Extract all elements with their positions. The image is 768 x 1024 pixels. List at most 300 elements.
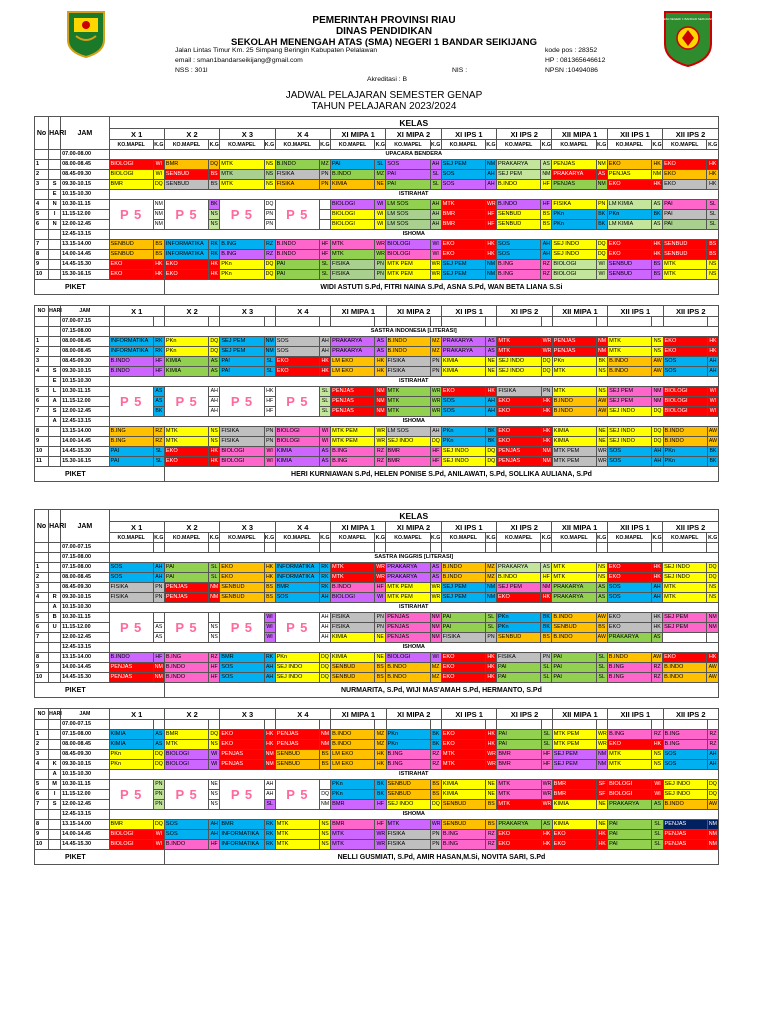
subject-cell: PRAKARYA	[386, 563, 430, 573]
empty-cell	[320, 720, 331, 730]
teacher-code-cell: RZ	[430, 760, 441, 770]
teacher-code-cell: HK	[652, 740, 663, 750]
subject-cell: PENJAS	[386, 613, 430, 623]
teacher-code-cell: NS	[652, 337, 663, 347]
subject-cell: SENBUD	[552, 623, 596, 633]
teacher-code-cell: HK	[652, 250, 663, 260]
teacher-code-cell: DQ	[652, 437, 663, 447]
teacher-code-cell: AH	[486, 397, 497, 407]
period-number: 6	[35, 397, 49, 407]
class-header: X 3	[220, 306, 275, 317]
period-number: 7	[35, 407, 49, 417]
teacher-code-cell: NM	[485, 270, 496, 280]
day-letter	[49, 583, 61, 593]
subject-cell: PAI	[608, 830, 652, 840]
teacher-code-cell: RZ	[430, 750, 441, 760]
subject-cell: BMR	[164, 730, 208, 740]
p5-project-cell: P 5	[275, 200, 319, 230]
subject-cell: MTK PEM	[386, 270, 430, 280]
kg-header: K.G	[541, 534, 551, 541]
teacher-code-cell: AS	[209, 367, 220, 377]
teacher-code-cell: NM	[707, 613, 719, 623]
header-no: No	[35, 117, 49, 150]
subject-cell: PENJAS	[331, 397, 375, 407]
teacher-code-cell: NE	[597, 800, 608, 810]
subject-cell: EKO	[220, 730, 264, 740]
teacher-code-cell: RK	[209, 250, 220, 260]
empty-cell	[497, 720, 541, 730]
empty-cell	[597, 317, 608, 327]
teacher-code-cell: WR	[430, 260, 441, 270]
teacher-code-cell: BS	[153, 250, 164, 260]
schedule-row	[35, 190, 719, 200]
subject-cell: EKO	[441, 240, 485, 250]
subject-cell: SEJ INDO	[386, 800, 430, 810]
subject-cell: FISIKA	[330, 623, 374, 633]
time-slot: 11.15-12.00	[61, 623, 109, 633]
subject-cell: SEJ PEM	[441, 593, 485, 603]
day-letter	[49, 663, 61, 673]
teacher-code-cell: NM	[596, 160, 607, 170]
teacher-code-cell: SF	[597, 780, 608, 790]
teacher-code-cell: HK	[375, 760, 386, 770]
subject-cell: LM EKO	[331, 750, 375, 760]
teacher-code-cell: HK	[375, 367, 386, 377]
subject-cell: PKn	[663, 457, 707, 467]
subject-cell: SENBUD	[386, 780, 430, 790]
class-header: X 3	[220, 522, 275, 533]
teacher-code-cell: WR	[597, 457, 608, 467]
subject-cell: SENBUD	[330, 663, 374, 673]
teacher-code-cell: SL	[707, 220, 719, 230]
class-header: XII IPS 1	[607, 129, 662, 140]
teacher-code-cell: DQ	[430, 437, 441, 447]
subject-cell: LM SOS	[386, 200, 430, 210]
teacher-code-cell: BS	[707, 240, 719, 250]
subject-cell: EKO	[497, 437, 541, 447]
day-letter: E	[49, 377, 61, 387]
subject-cell: SOS	[164, 830, 208, 840]
subject-cell: BIOLOGI	[663, 387, 707, 397]
teacher-code-cell: AH	[319, 593, 330, 603]
teacher-code-cell: SL	[319, 270, 330, 280]
p5-kg-cell: NS	[209, 220, 220, 230]
period-number: 9	[35, 260, 49, 270]
schedule-tables	[34, 116, 719, 865]
empty-cell	[386, 543, 430, 553]
teacher-code-cell: PN	[541, 653, 552, 663]
subject-cell: PENJAS	[109, 673, 153, 683]
empty-cell	[264, 543, 275, 553]
teacher-code-cell: BK	[652, 210, 663, 220]
subject-cell: KIMIA	[441, 780, 485, 790]
time-slot: 10.15-10.30	[61, 603, 109, 613]
teacher-code-cell: NS	[264, 160, 275, 170]
subject-cell: KIMIA	[275, 447, 319, 457]
day-letter	[49, 250, 61, 260]
teacher-code-cell: RK	[264, 653, 275, 663]
period-number: 8	[35, 653, 49, 663]
subject-cell: EKO	[497, 593, 541, 603]
teacher-code-cell: HF	[153, 357, 164, 367]
komapel-header: KO.MAPEL	[164, 533, 208, 543]
teacher-code-cell: AS	[375, 347, 386, 357]
teacher-code-cell: SL	[209, 573, 220, 583]
day-letter	[49, 230, 61, 240]
subject-cell: PENJAS	[663, 840, 707, 850]
schedule-row	[35, 427, 719, 437]
schedule-row	[35, 593, 719, 603]
komapel-header: KO.MAPEL	[220, 533, 264, 543]
p5-kg-cell: HK	[264, 387, 275, 397]
teacher-code-cell: PN	[430, 357, 441, 367]
period-number: 1	[35, 337, 49, 347]
accreditation: Akreditasi : B	[367, 76, 408, 83]
teacher-code-cell: NE	[597, 437, 608, 447]
teacher-code-cell: DQ	[707, 790, 718, 800]
period-number: 1	[35, 563, 49, 573]
subject-cell: SEJ INDO	[608, 407, 652, 417]
teacher-code-cell: DQ	[264, 260, 275, 270]
empty-cell	[109, 543, 153, 553]
day-letter	[49, 270, 61, 280]
teacher-code-cell: HK	[541, 397, 552, 407]
schedule-row	[35, 170, 719, 180]
subject-cell: FISIKA	[386, 840, 430, 850]
subject-cell: LM SOS	[386, 427, 430, 437]
teacher-code-cell: BS	[541, 210, 552, 220]
subject-cell: MTK	[497, 800, 541, 810]
komapel-header: KO.MAPEL	[552, 140, 596, 150]
subject-cell: PAI	[663, 210, 707, 220]
subject-cell: SOS	[497, 250, 541, 260]
teacher-code-cell: NS	[209, 740, 220, 750]
subject-cell: BIOLOGI	[663, 397, 707, 407]
header-no: NO	[35, 709, 49, 720]
teacher-code-cell: AW	[596, 633, 607, 643]
teacher-code-cell: WR	[541, 800, 552, 810]
teacher-code-cell: HK	[597, 840, 608, 850]
teacher-code-cell: WR	[486, 750, 497, 760]
subject-cell: B.INDO	[109, 653, 153, 663]
empty-cell	[153, 720, 164, 730]
teacher-code-cell: RZ	[541, 260, 552, 270]
teacher-code-cell: HK	[597, 830, 608, 840]
p5-kg-cell: WI	[264, 613, 275, 623]
subject-cell: PAI	[164, 573, 208, 583]
teacher-code-cell: HF	[430, 447, 441, 457]
schedule-row	[35, 573, 719, 583]
p5-kg-cell: AH	[209, 397, 220, 407]
empty-cell	[663, 317, 707, 327]
p5-kg-cell	[320, 780, 331, 790]
teacher-code-cell: WI	[430, 653, 441, 663]
subject-cell: MTK	[663, 260, 707, 270]
subject-cell: SEJ INDO	[663, 790, 707, 800]
teacher-code-cell: AH	[486, 407, 497, 417]
subject-cell: BMR	[552, 780, 596, 790]
subject-cell: FISIKA	[109, 583, 153, 593]
kg-header: K.G	[708, 141, 718, 148]
teacher-code-cell: PN	[319, 170, 330, 180]
empty-cell	[220, 720, 264, 730]
subject-cell: PENJAS	[663, 820, 707, 830]
subject-cell: SOS	[109, 563, 153, 573]
time-slot: 09.30-10.15	[61, 760, 109, 770]
phone-number: HP : 081365646612	[545, 57, 606, 64]
subject-cell: EKO	[607, 613, 651, 623]
teacher-code-cell: NE	[486, 367, 497, 377]
subject-cell: B.INDO	[552, 407, 596, 417]
period-number: 7	[35, 240, 49, 250]
teacher-code-cell: WR	[541, 780, 552, 790]
subject-cell: FISIKA	[220, 427, 264, 437]
period-number	[35, 230, 49, 240]
subject-cell: FISIKA	[497, 387, 541, 397]
subject-cell: SENBUD	[663, 250, 707, 260]
period-number: 5	[35, 780, 49, 790]
class-header: XI IPS 1	[441, 129, 496, 140]
subject-cell: EKO	[608, 740, 652, 750]
subject-cell: SENBUD	[109, 240, 153, 250]
class-header: XII IPS 1	[607, 522, 662, 533]
subject-cell: FISIKA	[552, 200, 596, 210]
teacher-code-cell: PN	[541, 387, 552, 397]
class-header: XI MIPA 2	[386, 129, 441, 140]
subject-cell: BMR	[331, 800, 375, 810]
time-slot: 15.30-16.15	[61, 457, 109, 467]
time-slot: 14.45-15.30	[61, 260, 109, 270]
teacher-code-cell: WR	[375, 563, 386, 573]
empty-cell	[331, 317, 375, 327]
empty-cell	[319, 543, 330, 553]
teacher-code-cell: HF	[541, 750, 552, 760]
subject-cell: PKn	[552, 210, 596, 220]
school-nis: NIS :	[452, 67, 468, 74]
p5-project-cell: P 5	[220, 200, 264, 230]
school-address: Jalan Lintas Timur Km. 25 Simpang Beringin Kabupaten Pelalawan	[175, 47, 378, 54]
teacher-code-cell: PN	[485, 633, 496, 643]
teacher-code-cell: WR	[597, 730, 608, 740]
subject-cell: PKn	[331, 790, 375, 800]
schedule-row	[35, 840, 719, 850]
teacher-code-cell: WR	[485, 200, 496, 210]
teacher-code-cell: NM	[541, 457, 552, 467]
subject-cell: BMR	[109, 820, 153, 830]
day-letter: U	[49, 623, 61, 633]
schedule-row	[35, 457, 719, 467]
teacher-code-cell: MZ	[430, 663, 441, 673]
day-letter	[49, 447, 61, 457]
p5-kg-cell: AH	[319, 623, 330, 633]
subject-cell: B.INDO	[663, 437, 707, 447]
teacher-code-cell: BS	[375, 663, 386, 673]
subject-cell: BIOLOGI	[552, 260, 596, 270]
class-header: XI IPS 1	[441, 522, 496, 533]
teacher-code-cell: MZ	[485, 573, 496, 583]
subject-cell: SOS	[220, 673, 264, 683]
teacher-code-cell: AW	[652, 357, 663, 367]
p5-kg-cell: AS	[153, 387, 164, 397]
teacher-code-cell: NS	[596, 563, 607, 573]
teacher-code-cell: HF	[541, 760, 552, 770]
empty-cell	[663, 543, 707, 553]
subject-cell: SOS	[275, 347, 319, 357]
day-letter	[49, 160, 61, 170]
school-logo	[663, 10, 713, 73]
schedule-row	[35, 663, 719, 673]
subject-cell: PRAKARYA	[552, 593, 596, 603]
teacher-code-cell: NM	[375, 407, 386, 417]
subject-cell: SENBUD	[275, 760, 319, 770]
subject-cell: MTK	[552, 367, 596, 377]
teacher-code-cell: BS	[430, 780, 441, 790]
schedule-row	[35, 720, 719, 730]
subject-cell: B.INDO	[164, 663, 208, 673]
period-number: 4	[35, 760, 49, 770]
teacher-code-cell: HK	[652, 240, 663, 250]
teacher-code-cell: WR	[430, 387, 441, 397]
subject-cell: SOS	[441, 170, 485, 180]
teacher-code-cell: WR	[430, 593, 441, 603]
komapel-header: KO.MAPEL	[663, 140, 707, 150]
day-letter: B	[49, 613, 61, 623]
subject-cell: PENJAS	[331, 387, 375, 397]
kg-header: K.G	[154, 534, 164, 541]
teacher-code-cell: HK	[264, 563, 275, 573]
teacher-code-cell: HF	[541, 180, 552, 190]
subject-cell: SOS	[441, 397, 485, 407]
teacher-code-cell: NS	[707, 260, 719, 270]
day-letter	[49, 820, 61, 830]
subject-cell: B.INDO	[164, 673, 208, 683]
kg-header: K.G	[486, 141, 496, 148]
subject-cell: PAI	[275, 270, 319, 280]
teacher-code-cell: NS	[652, 750, 663, 760]
header-jam: JAM	[61, 709, 109, 720]
teacher-code-cell: AW	[597, 407, 608, 417]
subject-cell: EKO	[607, 623, 651, 633]
p5-kg-cell: NS	[209, 633, 220, 643]
empty-cell	[153, 317, 164, 327]
teacher-code-cell: HK	[707, 337, 718, 347]
teacher-code-cell: WI	[707, 407, 718, 417]
teacher-code-cell: AS	[652, 200, 663, 210]
subject-cell: MTK	[275, 840, 319, 850]
schedule-row	[35, 603, 719, 613]
subject-cell: PKn	[331, 780, 375, 790]
subject-cell: LM EKO	[331, 357, 375, 367]
subject-cell: BMR	[220, 820, 264, 830]
period-number: 1	[35, 730, 49, 740]
teacher-code-cell: BS	[209, 170, 220, 180]
teacher-code-cell: DQ	[319, 663, 330, 673]
p5-kg-cell: PN	[153, 790, 164, 800]
p5-kg-cell: DQ	[264, 200, 275, 210]
empty-cell	[209, 543, 220, 553]
subject-cell: SOS	[497, 240, 541, 250]
subject-cell: SEJ INDO	[497, 367, 541, 377]
subject-cell: PRAKARYA	[497, 160, 541, 170]
teacher-code-cell: WI	[320, 437, 331, 447]
teacher-code-cell: AH	[707, 760, 718, 770]
time-slot: 13.15-14.00	[61, 820, 109, 830]
subject-cell: MTK	[497, 780, 541, 790]
teacher-code-cell: AH	[541, 240, 552, 250]
class-header: XI MIPA 2	[386, 522, 441, 533]
empty-cell	[430, 317, 441, 327]
schedule-row	[35, 820, 719, 830]
subject-cell: SOS	[607, 583, 651, 593]
period-number: 9	[35, 830, 49, 840]
teacher-code-cell: DQ	[652, 427, 663, 437]
subject-cell: PENJAS	[220, 750, 264, 760]
teacher-code-cell: RZ	[707, 730, 718, 740]
p5-kg-cell: SL	[320, 407, 331, 417]
day-letter	[49, 337, 61, 347]
teacher-code-cell: NE	[486, 780, 497, 790]
teacher-code-cell: WI	[209, 750, 220, 760]
time-slot: 14.00-14.45	[61, 437, 109, 447]
time-slot: 12.00-12.45	[61, 407, 109, 417]
teacher-code-cell: NM	[597, 760, 608, 770]
subject-cell: BMR	[386, 447, 430, 457]
subject-cell: PAI	[608, 820, 652, 830]
teacher-code-cell: PN	[375, 260, 386, 270]
time-slot: 08.45-09.30	[61, 357, 109, 367]
teacher-code-cell: NE	[375, 653, 386, 663]
subject-cell: SEJ INDO	[663, 563, 707, 573]
subject-cell: B.INDO	[109, 367, 153, 377]
teacher-code-cell: HF	[209, 673, 220, 683]
teacher-code-cell: WR	[430, 820, 441, 830]
subject-cell: PKn	[275, 653, 319, 663]
p5-project-cell: P 5	[109, 780, 153, 810]
subject-cell: B.INDO	[663, 800, 707, 810]
teacher-code-cell: SL	[541, 663, 552, 673]
subject-cell: LM EKO	[331, 367, 375, 377]
subject-cell: PRAKARYA	[441, 337, 485, 347]
komapel-header: KO.MAPEL	[497, 140, 541, 150]
teacher-code-cell: HK	[707, 347, 718, 357]
subject-cell: MTK	[220, 180, 264, 190]
teacher-code-cell: NS	[320, 830, 331, 840]
subject-cell: EKO	[497, 427, 541, 437]
p5-kg-cell: NM	[153, 220, 164, 230]
subject-cell: SENBUD	[275, 750, 319, 760]
subject-cell: MTK	[663, 270, 707, 280]
teacher-code-cell: WI	[596, 270, 607, 280]
subject-cell: EKO	[275, 367, 319, 377]
teacher-code-cell: HK	[485, 653, 496, 663]
subject-cell: MTK	[441, 760, 485, 770]
schedule-row	[35, 160, 719, 170]
subject-cell: B.INDO	[331, 740, 375, 750]
day-letter: A	[49, 603, 61, 613]
subject-cell: B.ING	[331, 447, 375, 457]
subject-cell: EKO	[663, 170, 707, 180]
day-letter: I	[49, 210, 61, 220]
teacher-code-cell: NM	[264, 347, 275, 357]
p5-project-cell: P 5	[109, 200, 153, 230]
p5-kg-cell: AH	[264, 780, 275, 790]
period-number: 10	[35, 673, 49, 683]
subject-cell: EKO	[220, 563, 264, 573]
subject-cell: SOS	[275, 593, 319, 603]
teacher-code-cell: NE	[597, 427, 608, 437]
subject-cell: EKO	[663, 160, 707, 170]
teacher-code-cell: PN	[375, 270, 386, 280]
